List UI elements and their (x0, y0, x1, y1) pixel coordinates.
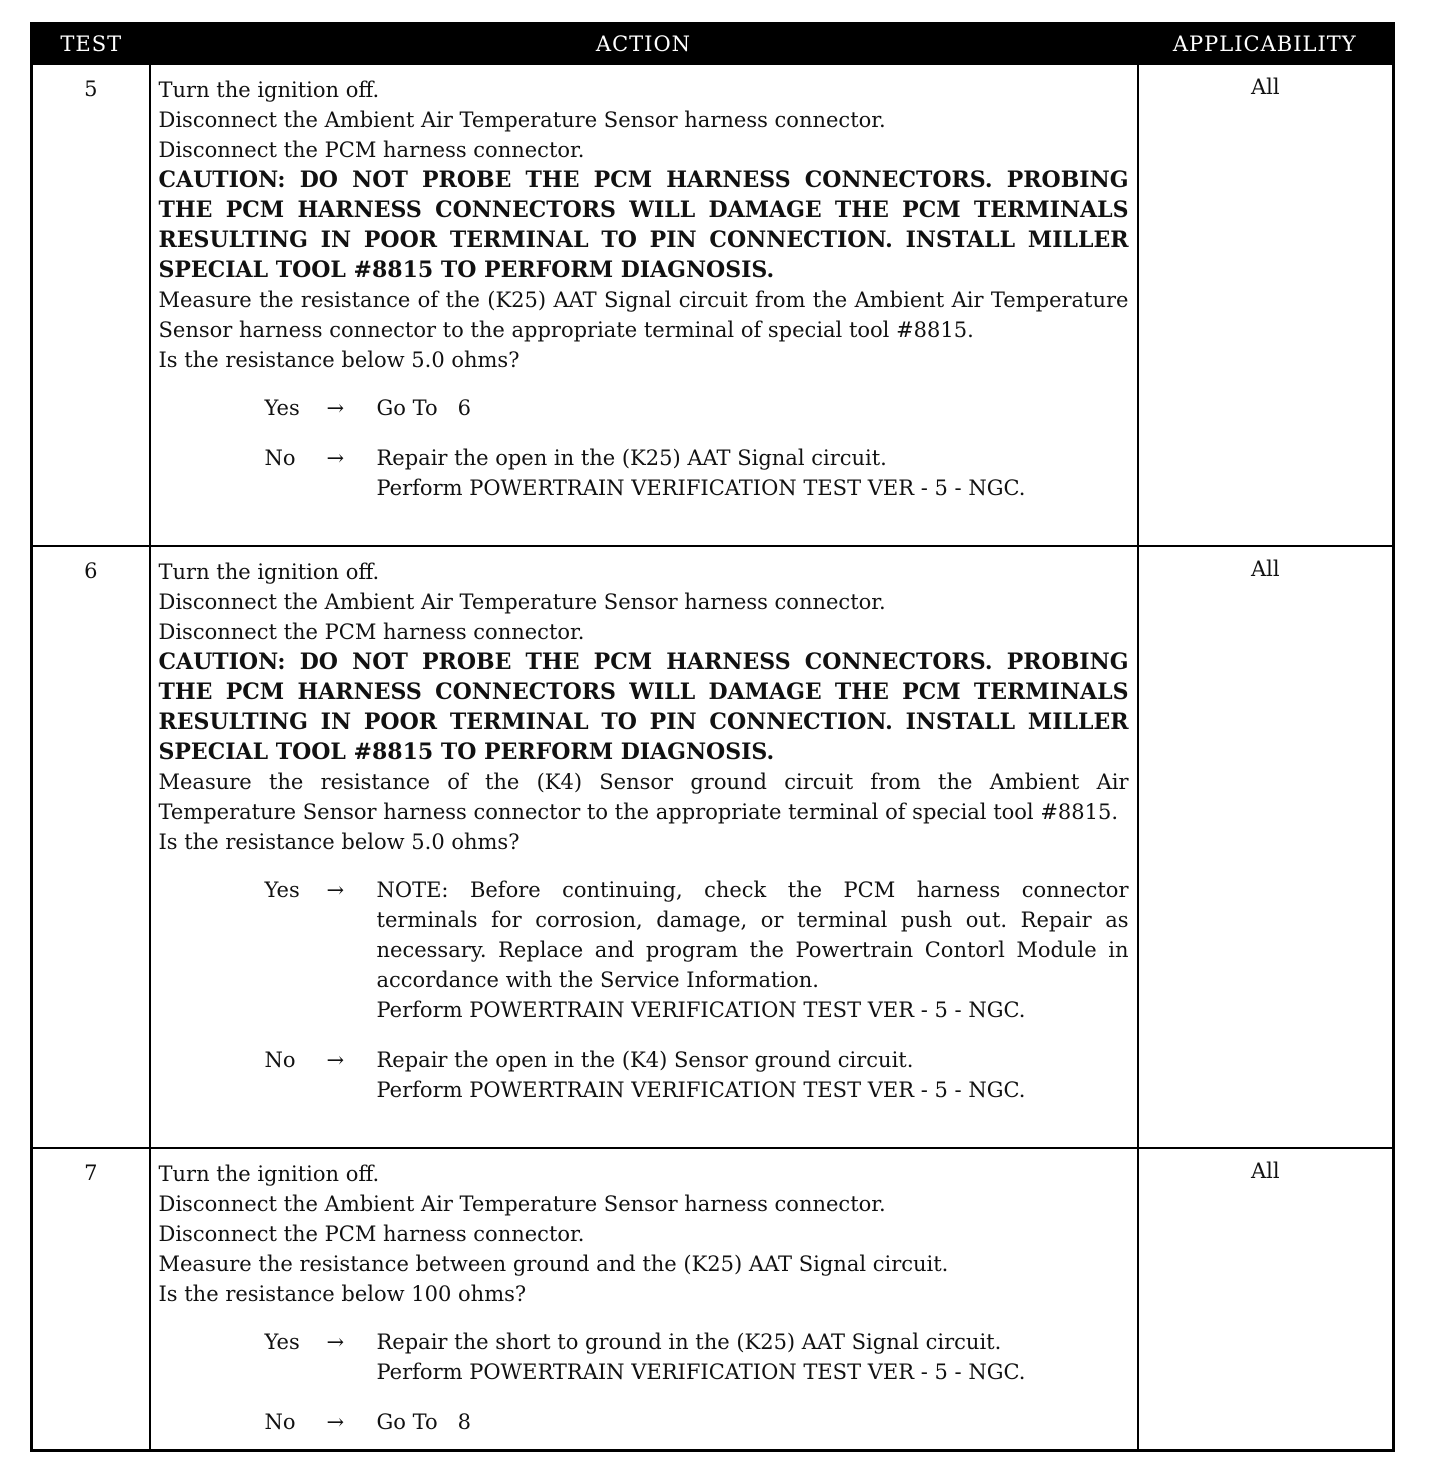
header-test: TEST (32, 24, 150, 65)
yes-body (377, 393, 1129, 423)
arrow-right-icon: → (326, 396, 345, 420)
yes-response (159, 875, 1129, 1025)
arrow-right-icon: → (326, 1410, 345, 1434)
yes-body (377, 1327, 1129, 1387)
step-line: Disconnect the Ambient Air Temperature Sensor harness connector. (158, 1192, 886, 1216)
arrow-right-icon: → (326, 878, 345, 902)
step-line: Disconnect the Ambient Air Temperature Sensor harness connector. (158, 590, 886, 614)
no-line: Perform POWERTRAIN VERIFICATION TEST VER - 5 - NGC. (376, 1078, 1026, 1102)
yes-line: NOTE: Before continuing, check the PCM harness connector terminals for corrosion, damage, or terminal push out. Repair as necessary. Replace and program the Powertrain Contorl Module in accordance with the Service Information. (376, 878, 1129, 992)
no-response (159, 1045, 1129, 1105)
header-row (32, 24, 1394, 65)
no-label: No (264, 446, 296, 470)
table-row-test-7 (32, 1148, 1394, 1450)
table-row-test-5 (32, 64, 1394, 546)
applicability-value: All (1138, 546, 1394, 1148)
no-label: No (264, 1048, 296, 1072)
no-label: No (264, 1410, 296, 1434)
yes-line: Perform POWERTRAIN VERIFICATION TEST VER - 5 - NGC. (376, 1360, 1026, 1384)
arrow-right-icon: → (326, 1330, 345, 1354)
no-body (377, 443, 1129, 503)
yes-label: Yes (264, 396, 300, 420)
step-line: Disconnect the PCM harness connector. (158, 620, 585, 644)
test-number: 5 (32, 64, 150, 546)
no-line: Repair the open in the (K25) AAT Signal circuit. (376, 446, 887, 470)
step-line: Disconnect the Ambient Air Temperature Sensor harness connector. (158, 108, 886, 132)
step-line: Measure the resistance between ground and the (K25) AAT Signal circuit. (158, 1252, 949, 1276)
yes-line: Perform POWERTRAIN VERIFICATION TEST VER - 5 - NGC. (376, 998, 1026, 1022)
question-text: Is the resistance below 5.0 ohms? (158, 830, 520, 854)
header-action: ACTION (150, 24, 1138, 65)
diagnostic-table (30, 22, 1395, 1452)
caution-text: CAUTION: DO NOT PROBE THE PCM HARNESS CONNECTORS. PROBING THE PCM HARNESS CONNECTORS WILL DAMAGE THE PCM TERMINALS RESULTING IN POOR TERMINAL TO PIN CONNECTION. INSTALL MILLER SPECIAL TOOL #8815 TO PERFORM DIAGNOSIS. (158, 649, 1129, 765)
measure-text: Measure the resistance of the (K25) AAT Signal circuit from the Ambient Air Temperature Sensor harness connector to the appropriate terminal of special tool #8815. (158, 288, 1129, 342)
no-body (377, 1407, 1129, 1437)
no-line: Repair the open in the (K4) Sensor ground circuit. (376, 1048, 914, 1072)
yes-line: Repair the short to ground in the (K25) AAT Signal circuit. (376, 1330, 1002, 1354)
action-cell (150, 546, 1138, 1148)
arrow-right-icon: → (326, 1048, 345, 1072)
no-response (159, 1407, 1129, 1437)
yes-label: Yes (264, 1330, 300, 1354)
action-cell (150, 1148, 1138, 1450)
action-cell (150, 64, 1138, 546)
step-line: Disconnect the PCM harness connector. (158, 1222, 585, 1246)
test-number: 6 (32, 546, 150, 1148)
step-line: Turn the ignition off. (158, 560, 380, 584)
no-line: Go To 8 (376, 1410, 471, 1434)
no-response (159, 443, 1129, 503)
header-applicability: APPLICABILITY (1138, 24, 1394, 65)
table-row-test-6 (32, 546, 1394, 1148)
measure-text: Measure the resistance of the (K4) Sensor ground circuit from the Ambient Air Temperature Sensor harness connector to the appropriate terminal of special tool #8815. (158, 770, 1129, 824)
yes-line: Go To 6 (376, 396, 471, 420)
step-line: Disconnect the PCM harness connector. (158, 138, 585, 162)
question-text: Is the resistance below 100 ohms? (158, 1282, 527, 1306)
test-number: 7 (32, 1148, 150, 1450)
yes-label: Yes (264, 878, 300, 902)
yes-response (159, 393, 1129, 423)
no-line: Perform POWERTRAIN VERIFICATION TEST VER - 5 - NGC. (376, 476, 1026, 500)
yes-body (377, 875, 1129, 1025)
no-body (377, 1045, 1129, 1105)
applicability-value: All (1138, 1148, 1394, 1450)
caution-text: CAUTION: DO NOT PROBE THE PCM HARNESS CONNECTORS. PROBING THE PCM HARNESS CONNECTORS WILL DAMAGE THE PCM TERMINALS RESULTING IN POOR TERMINAL TO PIN CONNECTION. INSTALL MILLER SPECIAL TOOL #8815 TO PERFORM DIAGNOSIS. (158, 167, 1129, 283)
step-line: Turn the ignition off. (158, 78, 380, 102)
step-line: Turn the ignition off. (158, 1162, 380, 1186)
yes-response (159, 1327, 1129, 1387)
applicability-value: All (1138, 64, 1394, 546)
arrow-right-icon: → (326, 446, 345, 470)
question-text: Is the resistance below 5.0 ohms? (158, 348, 520, 372)
